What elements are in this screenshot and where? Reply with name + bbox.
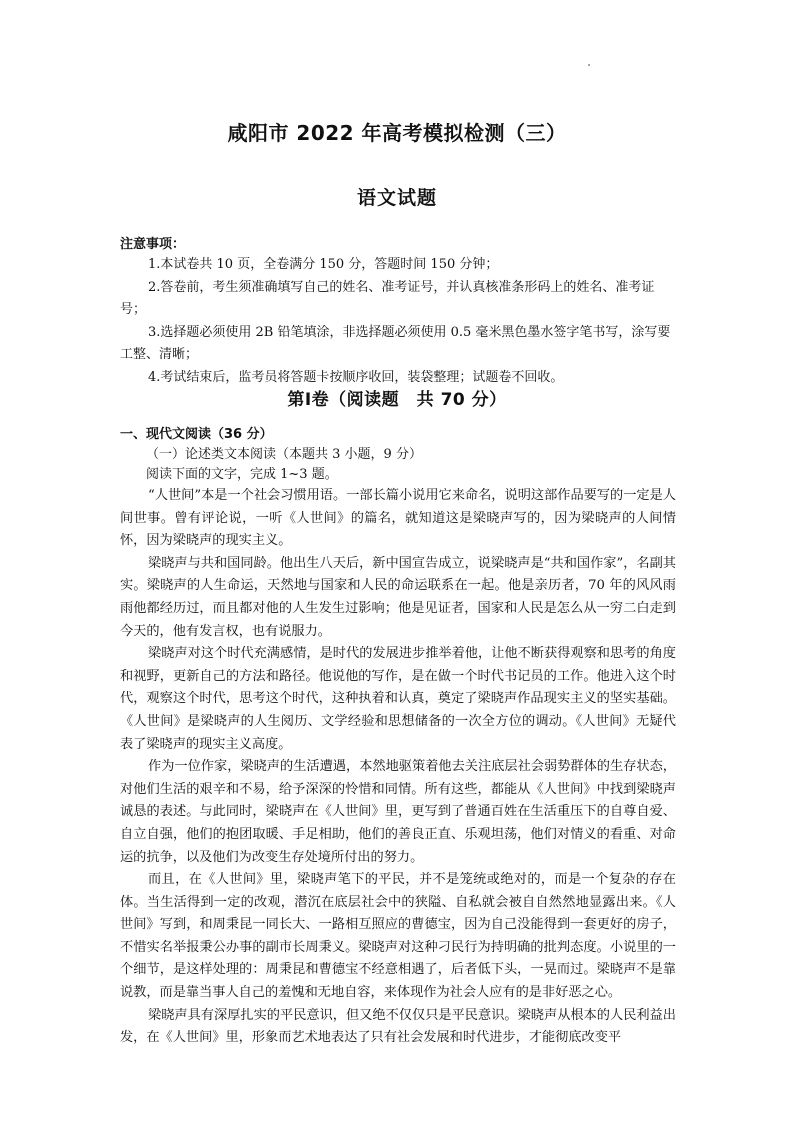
passage-paragraph: 而且，在《人世间》里，梁晓声笔下的平民，并不是笼统或绝对的，而是一个复杂的存在体。当生活得到一定的改观，潜沉在底层社会中的狭隘、自私就会被自自然然地显露出来。《人世间》写到，和周秉昆一同长大、一路相互照应的曹德宝，因为自己没能得到一套更好的房子，不惜实名举报秉公办事的副市长周秉义。梁晓声对这种刁民行为持明确的批判态度。小说里的一个细节，是这样处理的：周秉昆和曹德宝不经意相遇了，后者低下头，一晃而过。梁晓声不是靠说教，而是靠当事人自己的羞愧和无地自容，来体现作为社会人应有的是非好恶之心。 xyxy=(120,872,676,1001)
exam-subtitle: 语文试题 xyxy=(356,187,437,209)
part-title: 现代文阅读（36 分） xyxy=(146,427,273,442)
passage-paragraph: 梁晓声与共和国同龄。他出生八天后，新中国宣告成立，说梁晓声是“共和国作家”，名副其实。梁晓声的人生命运，天然地与国家和人民的命运联系在一起。他是亲历者，70 年的风风雨雨他都经历过，而且都对他的人生发生过影响；他是见证者，国家和人民是怎么从一穷二白走到今天的，他有发言权，也有说服力。 xyxy=(120,555,676,639)
section-title: 第Ⅰ卷（阅读题 共 70 分） xyxy=(287,390,507,410)
notice-item: 2.答卷前，考生须准确填写自己的姓名、准考证号，并认真核准条形码上的姓名、准考证号； xyxy=(120,279,655,317)
passage-paragraph: 梁晓声具有深厚扎实的平民意识，但又绝不仅仅只是平民意识。梁晓声从根本的人民利益出发，在《人世间》里，形象而艺术地表达了只有社会发展和时代进步，才能彻底改变平 xyxy=(120,1007,676,1046)
passage-paragraph: 梁晓声对这个时代充满感情，是时代的发展进步推举着他，让他不断获得观察和思考的角度和视野，更新自己的方法和路径。他说他的写作，是在做一个时代书记员的工作。他进入这个时代，观察这个时代，思考这个时代，这种执着和认真，奠定了梁晓声作品现实主义的坚实基础。《人世间》是梁晓声的人生阅历、文学经验和思想储备的一次全方位的调动。《人世间》无疑代表了梁晓声的现实主义高度。 xyxy=(120,646,676,752)
reading-instruction: 阅读下面的文字，完成 1~3 题。 xyxy=(146,467,338,482)
notice-item: 3.选择题必须使用 2B 铅笔填涂，非选择题必须使用 0.5 毫米黑色墨水签字笔书写，涂写要工整、清晰； xyxy=(120,324,671,362)
exam-title: 咸阳市 2022 年高考模拟检测（三） xyxy=(227,121,567,145)
reading-passage xyxy=(120,485,676,1050)
notice-item: 4.考试结束后，监考员将答题卡按顺序收回，装袋整理；试题卷不回收。 xyxy=(148,369,564,385)
notice-heading: 注意事项： xyxy=(120,237,186,252)
passage-paragraph: “人世间”本是一个社会习惯用语。一部长篇小说用它来命名，说明这部作品要写的一定是人间世事。曾有评论说，一听《人世间》的篇名，就知道这是梁晓声写的，因为梁晓声的人间情怀，因为梁晓声的现实主义。 xyxy=(120,488,676,549)
part-number: 一、 xyxy=(120,427,147,442)
notice-list xyxy=(120,254,680,389)
passage-paragraph: 作为一位作家，梁晓声的生活遭遇，本然地驱策着他去关注底层社会弱势群体的生存状态，对他们生活的艰辛和不易，给予深深的怜惜和同情。所有这些，都能从《人世间》中找到梁晓声诚恳的表述。与此同时，梁晓声在《人世间》里，更写到了普通百姓在生活重压下的自尊自爱、自立自强，他们的抱团取暖、手足相助，他们的善良正直、乐观坦荡，他们对情义的看重、对命运的抗争，以及他们为改变生存处境所付出的努力。 xyxy=(120,759,676,865)
notice-item: 1.本试卷共 10 页，全卷满分 150 分，答题时间 150 分钟； xyxy=(148,257,499,272)
subpart-heading: （一）论述类文本阅读（本题共 3 小题，9 分） xyxy=(146,447,422,462)
part-heading xyxy=(120,423,273,442)
scan-speck xyxy=(588,64,590,66)
